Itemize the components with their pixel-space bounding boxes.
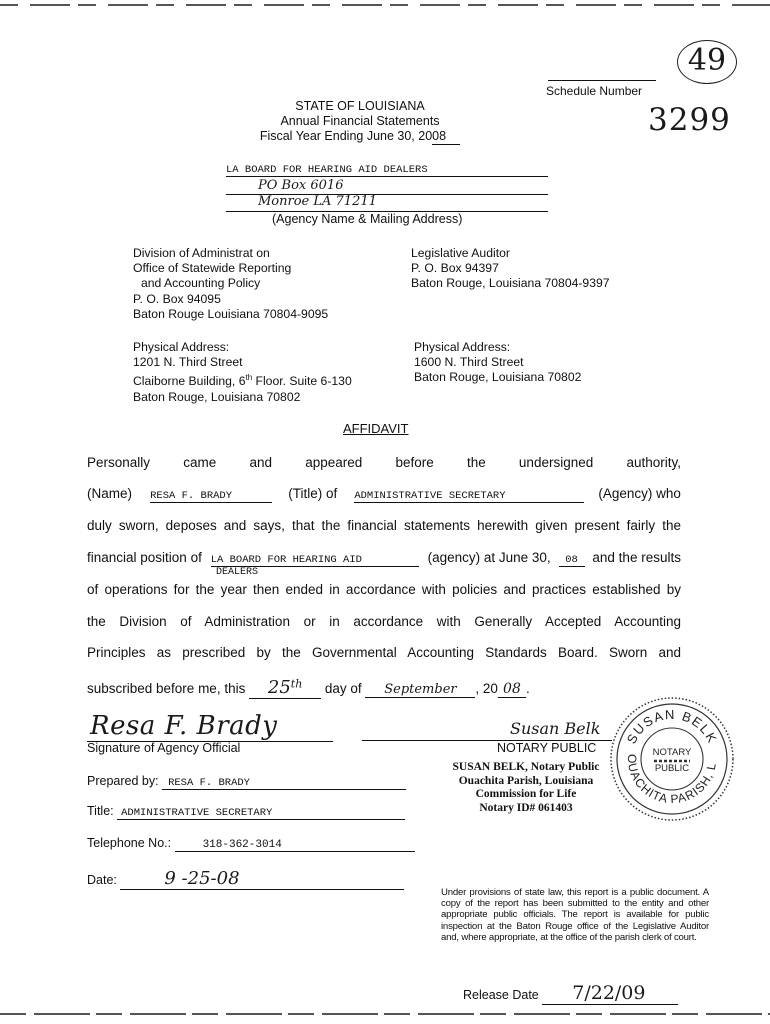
day-of-label: day of (324, 681, 362, 696)
doa-physical-line-2a: Claiborne Building, 6 (133, 374, 246, 389)
june-year: 08 (559, 554, 585, 567)
title-label: (Title) of (288, 486, 338, 501)
affidavit-line-2 (87, 486, 681, 503)
auditor-line-3: Baton Rouge, Louisiana 70804-9397 (411, 276, 610, 291)
state-title: STATE OF LOUISIANA (295, 99, 425, 113)
doa-line-5: Baton Rouge Louisiana 70804-9095 (133, 306, 329, 321)
telephone-label: Telephone No.: (87, 836, 172, 850)
schedule-number-value: 3299 (648, 102, 731, 138)
title-value: ADMINISTRATIVE SECRETARY (354, 490, 584, 503)
title-row-label: Title: (87, 804, 114, 818)
doa-address (133, 246, 328, 322)
name-label: (Name) (87, 486, 133, 501)
agency-caption: (Agency Name & Mailing Address) (272, 212, 463, 226)
notary-stamp (444, 761, 608, 815)
doa-physical-line-1: 1201 N. Third Street (133, 355, 243, 370)
page-number-circle (677, 40, 737, 84)
signature-label: Signature of Agency Official (87, 741, 241, 755)
subscribed-day: 25th (249, 677, 321, 699)
agency-june-label: (agency) at June 30, (427, 550, 551, 565)
prepared-by-row (87, 774, 406, 790)
telephone-row (87, 836, 415, 852)
release-date-value: 7/22/09 (542, 982, 678, 1005)
scan-edge-top (0, 4, 770, 6)
year-prefix: , 20 (475, 681, 498, 696)
notary-stamp-line-2: Ouachita Parish, Louisiana (458, 774, 594, 787)
agency-label: (Agency) who (598, 486, 681, 501)
auditor-address (411, 246, 610, 292)
doa-physical-line-2 (133, 370, 352, 389)
affidavit-word: Personally (87, 455, 151, 470)
notary-signature: Susan Belk (510, 719, 601, 738)
page-number: 49 (687, 43, 727, 78)
seal-center-1: NOTARY (652, 747, 692, 758)
affidavit-word: appeared (305, 455, 363, 470)
affidavit-word: and (249, 455, 272, 470)
affidavit-line-7: Principles as prescribed by the Governmental Accounting Standards Board. Sworn and (87, 645, 681, 660)
agency-address-2: Monroe LA 71211 (258, 194, 377, 209)
notary-stamp-line-4: Notary ID# 061403 (479, 801, 573, 814)
results-label: and the results (592, 550, 681, 565)
doa-physical-address (133, 340, 352, 405)
name-value: RESA F. BRADY (150, 490, 272, 503)
notary-stamp-line-1: SUSAN BELK, Notary Public (452, 761, 600, 773)
affidavit-word: authority, (626, 455, 681, 470)
auditor-line-2: P. O. Box 94397 (411, 261, 499, 276)
fiscal-year-line (230, 129, 490, 145)
seal-center-2: PUBLIC (654, 763, 690, 774)
schedule-number-rule (548, 72, 656, 81)
affidavit-line-3: duly sworn, deposes and says, that the financial statements herewith given present fairly the (87, 518, 681, 533)
title-row-value: ADMINISTRATIVE SECRETARY (117, 807, 405, 820)
title-row (87, 804, 405, 820)
doa-physical-label: Physical Address: (133, 340, 230, 354)
release-date-row (463, 982, 678, 1005)
date-label: Date: (87, 873, 117, 887)
affidavit-line-6: the Division of Administration or in accordance with Generally Accepted Accounting (87, 614, 681, 629)
subscribed-year: 08 (498, 681, 526, 698)
scan-edge-bottom (0, 1013, 770, 1015)
affidavit-word: undersigned (518, 455, 594, 470)
affidavit-word: came (183, 455, 217, 470)
financial-position-agency: LA BOARD FOR HEARING AID (211, 554, 419, 567)
period: . (525, 681, 530, 696)
auditor-physical-line-2: Baton Rouge, Louisiana 70802 (414, 370, 582, 385)
auditor-physical-address (414, 340, 581, 386)
date-value: 9 -25-08 (120, 868, 404, 890)
notary-stamp-line-3: Commission for Life (475, 788, 577, 800)
affidavit-word: the (466, 455, 486, 470)
public-notice: Under provisions of state law, this report is a public document. A copy of the report has been submitted to the entity and other appropriate public officials. The report is available for public inspection at the Baton Rouge office of the Legislative Auditor and, where appropriate, at the office of the parish clerk of court. (441, 887, 709, 943)
subscribed-month: September (365, 682, 475, 698)
report-name: Annual Financial Statements (280, 114, 440, 128)
doa-physical-line-2b: Floor. Suite 6-130 (252, 374, 352, 389)
affidavit-title: AFFIDAVIT (343, 421, 409, 436)
agency-address-1: PO Box 6016 (258, 178, 344, 193)
seal-top-text: SUSAN BELK (623, 706, 721, 747)
schedule-number-label: Schedule Number (546, 84, 643, 98)
doa-line-3: and Accounting Policy (141, 276, 261, 291)
telephone-value: 318-362-3014 (175, 839, 415, 852)
doa-physical-sup: th (245, 373, 253, 383)
subscribed-label: subscribed before me, this (87, 681, 246, 696)
auditor-physical-line-1: 1600 N. Third Street (414, 355, 524, 370)
fiscal-year-value: 08 (432, 129, 460, 145)
doa-line-2: Office of Statewide Reporting (133, 261, 292, 276)
date-row (87, 868, 404, 890)
prepared-by-value: RESA F. BRADY (162, 777, 406, 790)
prepared-by-label: Prepared by: (87, 774, 159, 788)
affidavit-line-4 (87, 550, 681, 567)
notary-label: NOTARY PUBLIC (497, 741, 597, 755)
title-block (230, 99, 490, 145)
seal-bottom-text: OUACHITA PARISH, L (624, 753, 719, 807)
release-date-label: Release Date (463, 988, 539, 1002)
financial-position-label: financial position of (87, 550, 202, 565)
doa-line-1: Division of Administrat on (133, 246, 270, 260)
agency-line-1 (226, 176, 548, 177)
auditor-line-1: Legislative Auditor (411, 246, 510, 260)
agency-official-signature: Resa F. Brady (90, 711, 278, 741)
auditor-physical-label: Physical Address: (414, 340, 511, 354)
affidavit-line-8 (87, 677, 530, 699)
fiscal-year-prefix: Fiscal Year Ending June 30, 20 (259, 129, 433, 143)
financial-position-agency-cont: DEALERS (216, 567, 259, 578)
notary-seal (608, 695, 736, 823)
doa-line-4: P. O. Box 94095 (133, 291, 221, 306)
affidavit-line-5: of operations for the year then ended in accordance with policies and practices established by (87, 582, 681, 597)
affidavit-line-1 (87, 455, 681, 470)
notary-seal-graphic (608, 695, 736, 823)
doa-physical-line-3: Baton Rouge, Louisiana 70802 (133, 389, 301, 404)
affidavit-word: before (395, 455, 434, 470)
agency-name: LA BOARD FOR HEARING AID DEALERS (226, 164, 428, 176)
